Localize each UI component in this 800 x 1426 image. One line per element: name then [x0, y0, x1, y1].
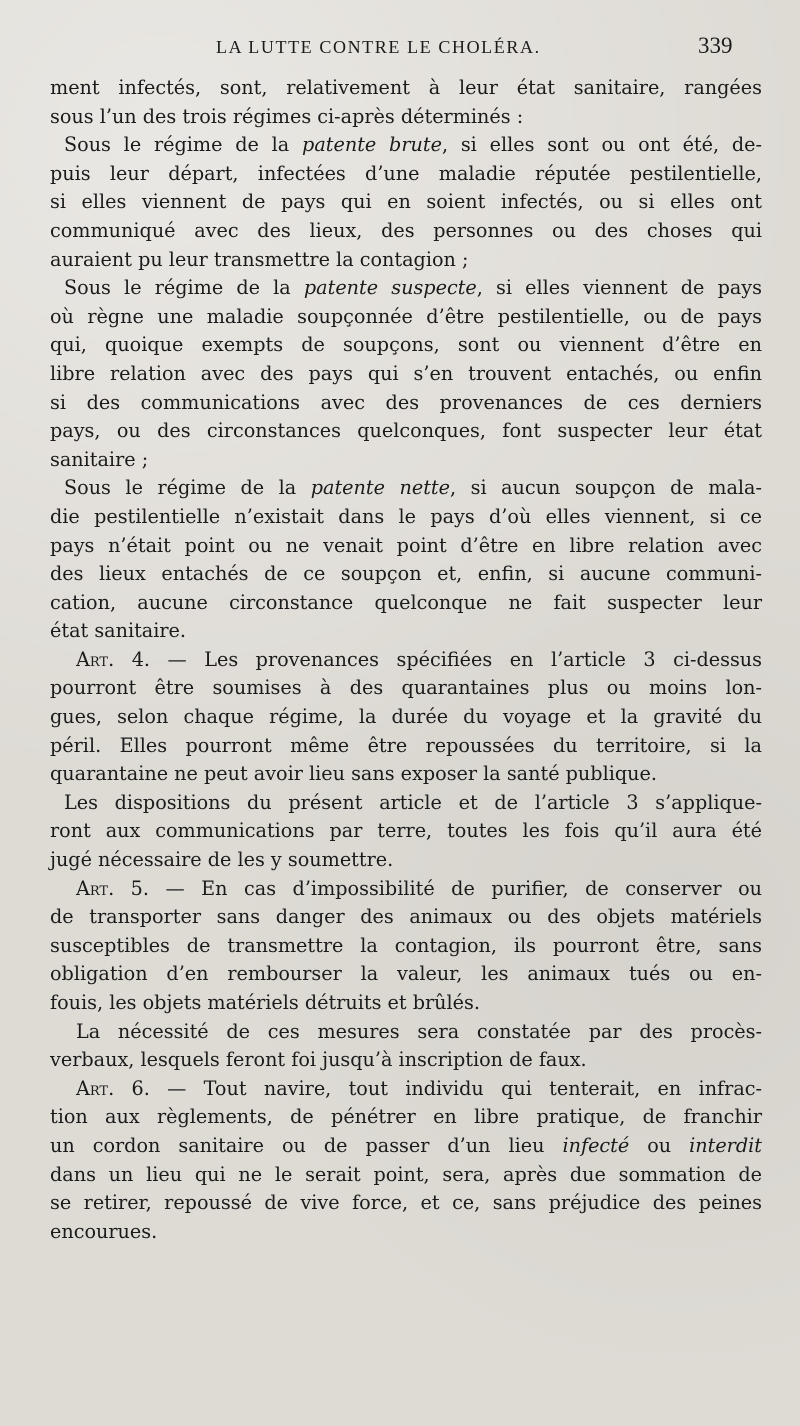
- page-number: 339: [698, 33, 733, 58]
- text-line: où règne une maladie soupçonnée d’être pestilentielle, ou de pays: [50, 304, 762, 328]
- text-line: pays, ou des circonstances quelconques, font suspecter leur état: [50, 419, 762, 443]
- italic-term: patente suspecte: [303, 276, 477, 300]
- text-line: qui, quoique exempts de soupçons, sont ou viennent d’être en: [50, 333, 762, 357]
- text-run: , si aucun soupçon de mala-: [449, 476, 762, 500]
- text-line: die pestilentielle n’existait dans le pays d’où elles viennent, si ce: [50, 504, 762, 528]
- text-line: communiqué avec des lieux, des personnes ou des choses qui: [50, 218, 762, 242]
- text-line: cation, aucune circonstance quelconque ne fait suspecter leur: [50, 590, 762, 614]
- text-line: des lieux entachés de ce soupçon et, enfin, si aucune communi-: [50, 562, 762, 586]
- text-run: — Les provenances spécifiées en l’article 3 ci-dessus: [150, 647, 762, 671]
- text-line: [50, 474, 762, 503]
- text-line: quarantaine ne peut avoir lieu sans exposer la santé publique.: [50, 762, 657, 786]
- text-line: fouis, les objets matériels détruits et brûlés.: [50, 991, 480, 1014]
- text-line: péril. Elles pourront même être repoussées du territoire, si la: [50, 733, 762, 757]
- text-run: un cordon sanitaire ou de passer d’un lieu: [50, 1133, 563, 1157]
- paragraph-patente-suspecte: [50, 274, 762, 474]
- paragraph-continuation: [50, 74, 762, 131]
- text-line: [50, 646, 762, 675]
- italic-term: patente brute: [302, 133, 442, 157]
- text-line: susceptibles de transmettre la contagion, ils pourront être, sans: [50, 933, 762, 957]
- page-header: [0, 34, 800, 64]
- text-line: état sanitaire.: [50, 619, 187, 643]
- text-line: La nécessité de ces mesures sera constatée par des procès-: [76, 1019, 762, 1043]
- text-line: de transporter sans danger des animaux ou des objets matériels: [50, 905, 762, 929]
- text-line: gues, selon chaque régime, la durée du voyage et la gravité du: [50, 705, 762, 729]
- text-line: se retirer, repoussé de vive force, et ce, sans préjudice des peines: [50, 1191, 762, 1215]
- text-line: [50, 1075, 762, 1104]
- body-text: [50, 74, 762, 1246]
- text-line: libre relation avec des pays qui s’en trouvent entachés, ou enfin: [50, 361, 762, 385]
- text-line: [50, 131, 762, 160]
- article-label: Art. 4.: [76, 647, 151, 671]
- paragraph-necessite: [50, 1018, 762, 1075]
- text-line: [50, 875, 762, 904]
- text-line: Les dispositions du présent article et de l’article 3 s’applique-: [64, 790, 762, 814]
- italic-term: interdit: [689, 1133, 762, 1157]
- text-line: encourues.: [50, 1219, 158, 1243]
- article-6: [50, 1075, 762, 1247]
- italic-term: infecté: [562, 1133, 630, 1157]
- article-4: [50, 646, 762, 789]
- article-label: Art. 5.: [76, 876, 149, 900]
- text-run: — En cas d’impossibilité de purifier, de conserver ou: [149, 876, 763, 900]
- text-line: si elles viennent de pays qui en soient infectés, ou si elles ont: [50, 190, 762, 214]
- text-run: Sous le régime de la: [64, 476, 311, 500]
- text-run: ou: [629, 1133, 690, 1157]
- text-line: sous l’un des trois régimes ci-après déterminés :: [50, 104, 524, 128]
- text-run: Sous le régime de la: [64, 133, 303, 157]
- text-line: si des communications avec des provenances de ces derniers: [50, 390, 762, 414]
- article-label: Art. 6.: [76, 1076, 150, 1100]
- text-line: verbaux, lesquels feront foi jusqu’à inscription de faux.: [50, 1048, 587, 1072]
- text-line: jugé nécessaire de les y soumettre.: [50, 848, 394, 872]
- text-line: [50, 274, 762, 303]
- text-line: pourront être soumises à des quarantaines plus ou moins lon-: [50, 676, 762, 700]
- text-line: ment infectés, sont, relativement à leur état sanitaire, rangées: [50, 76, 762, 99]
- paragraph-patente-brute: [50, 131, 762, 274]
- text-line: pays n’était point ou ne venait point d’être en libre relation avec: [50, 533, 762, 557]
- article-5: [50, 875, 762, 1018]
- italic-term: patente nette: [310, 476, 450, 500]
- text-line: auraient pu leur transmettre la contagion ;: [50, 247, 469, 271]
- text-line: puis leur départ, infectées d’une maladie réputée pestilentielle,: [50, 161, 762, 185]
- text-line: tion aux règlements, de pénétrer en libre pratique, de franchir: [50, 1105, 762, 1129]
- text-run: — Tout navire, tout individu qui tenterait, en infrac-: [149, 1076, 762, 1100]
- text-line: obligation d’en rembourser la valeur, les animaux tués ou en-: [50, 962, 762, 986]
- text-run: Sous le régime de la: [64, 276, 304, 300]
- text-run: , si elles sont ou ont été, de-: [441, 133, 762, 157]
- text-line: ront aux communications par terre, toutes les fois qu’il aura été: [50, 819, 762, 843]
- running-title: LA LUTTE CONTRE LE CHOLÉRA.: [216, 37, 541, 57]
- paragraph-dispositions: [50, 789, 762, 875]
- text-line: sanitaire ;: [50, 447, 149, 471]
- text-line: [50, 1132, 762, 1161]
- text-run: , si elles viennent de pays: [476, 276, 762, 300]
- text-line: dans un lieu qui ne le serait point, sera, après due sommation de: [50, 1162, 762, 1186]
- paragraph-patente-nette: [50, 474, 762, 646]
